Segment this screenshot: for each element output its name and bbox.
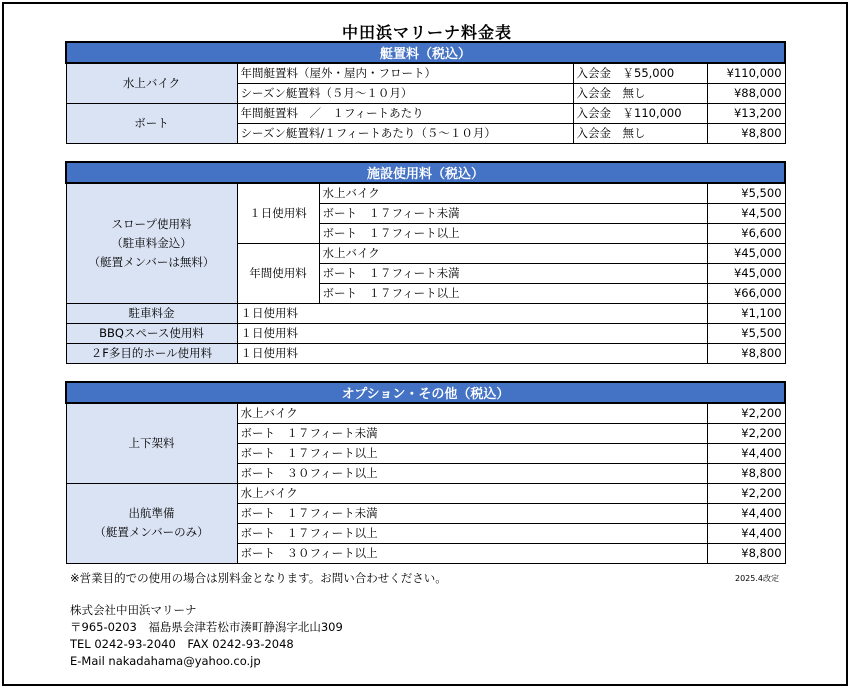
price-cell: ¥4,400 — [707, 443, 785, 463]
company-email: E-Mail nakadahama@yahoo.co.jp — [70, 654, 261, 668]
category-bbq: BBQスペース使用料 — [66, 323, 237, 343]
price-cell: ¥4,500 — [707, 203, 785, 223]
moorage-header: 艇置料（税込） — [66, 42, 785, 63]
slope-label: スロープ使用料 — [111, 216, 192, 231]
price-cell: ¥4,400 — [707, 503, 785, 523]
item-cell: 水上バイク — [319, 243, 707, 263]
price-cell: ¥45,000 — [707, 243, 785, 263]
price-cell: ¥2,200 — [707, 483, 785, 503]
company-phone: TEL 0242-93-2040 FAX 0242-93-2048 — [70, 637, 294, 651]
company-info — [70, 602, 343, 670]
company-name: 株式会社中田浜マリーナ — [70, 603, 197, 617]
item-cell: １日使用料 — [237, 343, 707, 363]
item-cell: シーズン艇置料/１フィートあたり（５～１０月） — [237, 123, 573, 143]
table-row — [66, 183, 785, 203]
item-cell: 年間艇置料 ／ １フィートあたり — [237, 103, 573, 123]
price-cell: ¥13,200 — [707, 103, 785, 123]
price-cell: ¥1,100 — [707, 303, 785, 323]
price-cell: ¥6,600 — [707, 223, 785, 243]
item-cell: ボート ３０フィート以上 — [237, 463, 707, 483]
price-cell: ¥2,200 — [707, 423, 785, 443]
table-row — [66, 403, 785, 423]
fee-cell: 入会金 無し — [573, 83, 707, 103]
item-cell: ボート １７フィート未満 — [237, 503, 707, 523]
price-cell: ¥5,500 — [707, 183, 785, 203]
category-prep — [66, 483, 237, 563]
prep-label: 出航準備 — [128, 506, 175, 520]
subcategory-year: 年間使用料 — [237, 243, 319, 303]
price-cell: ¥8,800 — [707, 123, 785, 143]
facility-header: 施設使用料（税込） — [66, 162, 785, 183]
slope-note: （駐車料金込） — [111, 235, 192, 250]
item-cell: ボート １７フィート以上 — [319, 283, 707, 303]
price-cell: ¥5,500 — [707, 323, 785, 343]
item-cell: １日使用料 — [237, 323, 707, 343]
table-row — [66, 323, 785, 343]
item-cell: １日使用料 — [237, 303, 707, 323]
item-cell: ボート １７フィート未満 — [319, 203, 707, 223]
table-row — [66, 103, 785, 123]
table-row — [66, 483, 785, 503]
options-table — [65, 381, 786, 564]
company-address: 〒965-0203 福島県会津若松市湊町静潟字北山309 — [70, 620, 343, 634]
price-cell: ¥4,400 — [707, 523, 785, 543]
price-sheet — [2, 2, 848, 686]
moorage-table — [65, 41, 786, 144]
page-title: 中田浜マリーナ料金表 — [341, 23, 512, 42]
item-cell: シーズン艇置料（５月～１０月） — [237, 83, 573, 103]
table-row — [66, 303, 785, 323]
options-header: オプション・その他（税込） — [66, 382, 785, 403]
prep-note: （艇置メンバーのみ） — [94, 525, 209, 539]
price-cell: ¥8,800 — [707, 543, 785, 563]
item-cell: ボート １７フィート以上 — [237, 443, 707, 463]
revision-date: 2025.4改定 — [735, 574, 779, 583]
item-cell: ボート １７フィート以上 — [319, 223, 707, 243]
footnote: ※営業目的での使用の場合は別料金となります。お問い合わせください。 — [70, 571, 447, 585]
fee-cell: 入会金 無し — [573, 123, 707, 143]
category-jetski: 水上バイク — [66, 63, 237, 103]
slope-note: （艇置メンバーは無料） — [88, 254, 215, 269]
price-cell: ¥2,200 — [707, 403, 785, 423]
subcategory-day: １日使用料 — [237, 183, 319, 243]
fee-cell: 入会金 ￥110,000 — [573, 103, 707, 123]
category-hall: ２F多目的ホール使用料 — [66, 343, 237, 363]
price-cell: ¥8,800 — [707, 343, 785, 363]
category-lift: 上下架料 — [66, 403, 237, 483]
price-cell: ¥45,000 — [707, 263, 785, 283]
category-boat: ボート — [66, 103, 237, 143]
table-row — [66, 63, 785, 83]
item-cell: 水上バイク — [237, 403, 707, 423]
item-cell: ボート １７フィート未満 — [319, 263, 707, 283]
price-cell: ¥8,800 — [707, 463, 785, 483]
item-cell: 水上バイク — [237, 483, 707, 503]
price-cell: ¥66,000 — [707, 283, 785, 303]
item-cell: ボート １７フィート未満 — [237, 423, 707, 443]
category-parking: 駐車料金 — [66, 303, 237, 323]
price-cell: ¥88,000 — [707, 83, 785, 103]
item-cell: 年間艇置料（屋外・屋内・フロート） — [237, 63, 573, 83]
category-slope — [66, 183, 237, 303]
item-cell: ボート ３０フィート以上 — [237, 543, 707, 563]
item-cell: 水上バイク — [319, 183, 707, 203]
fee-cell: 入会金 ￥55,000 — [573, 63, 707, 83]
table-row — [66, 343, 785, 363]
price-cell: ¥110,000 — [707, 63, 785, 83]
facility-table — [65, 161, 786, 364]
item-cell: ボート １７フィート以上 — [237, 523, 707, 543]
